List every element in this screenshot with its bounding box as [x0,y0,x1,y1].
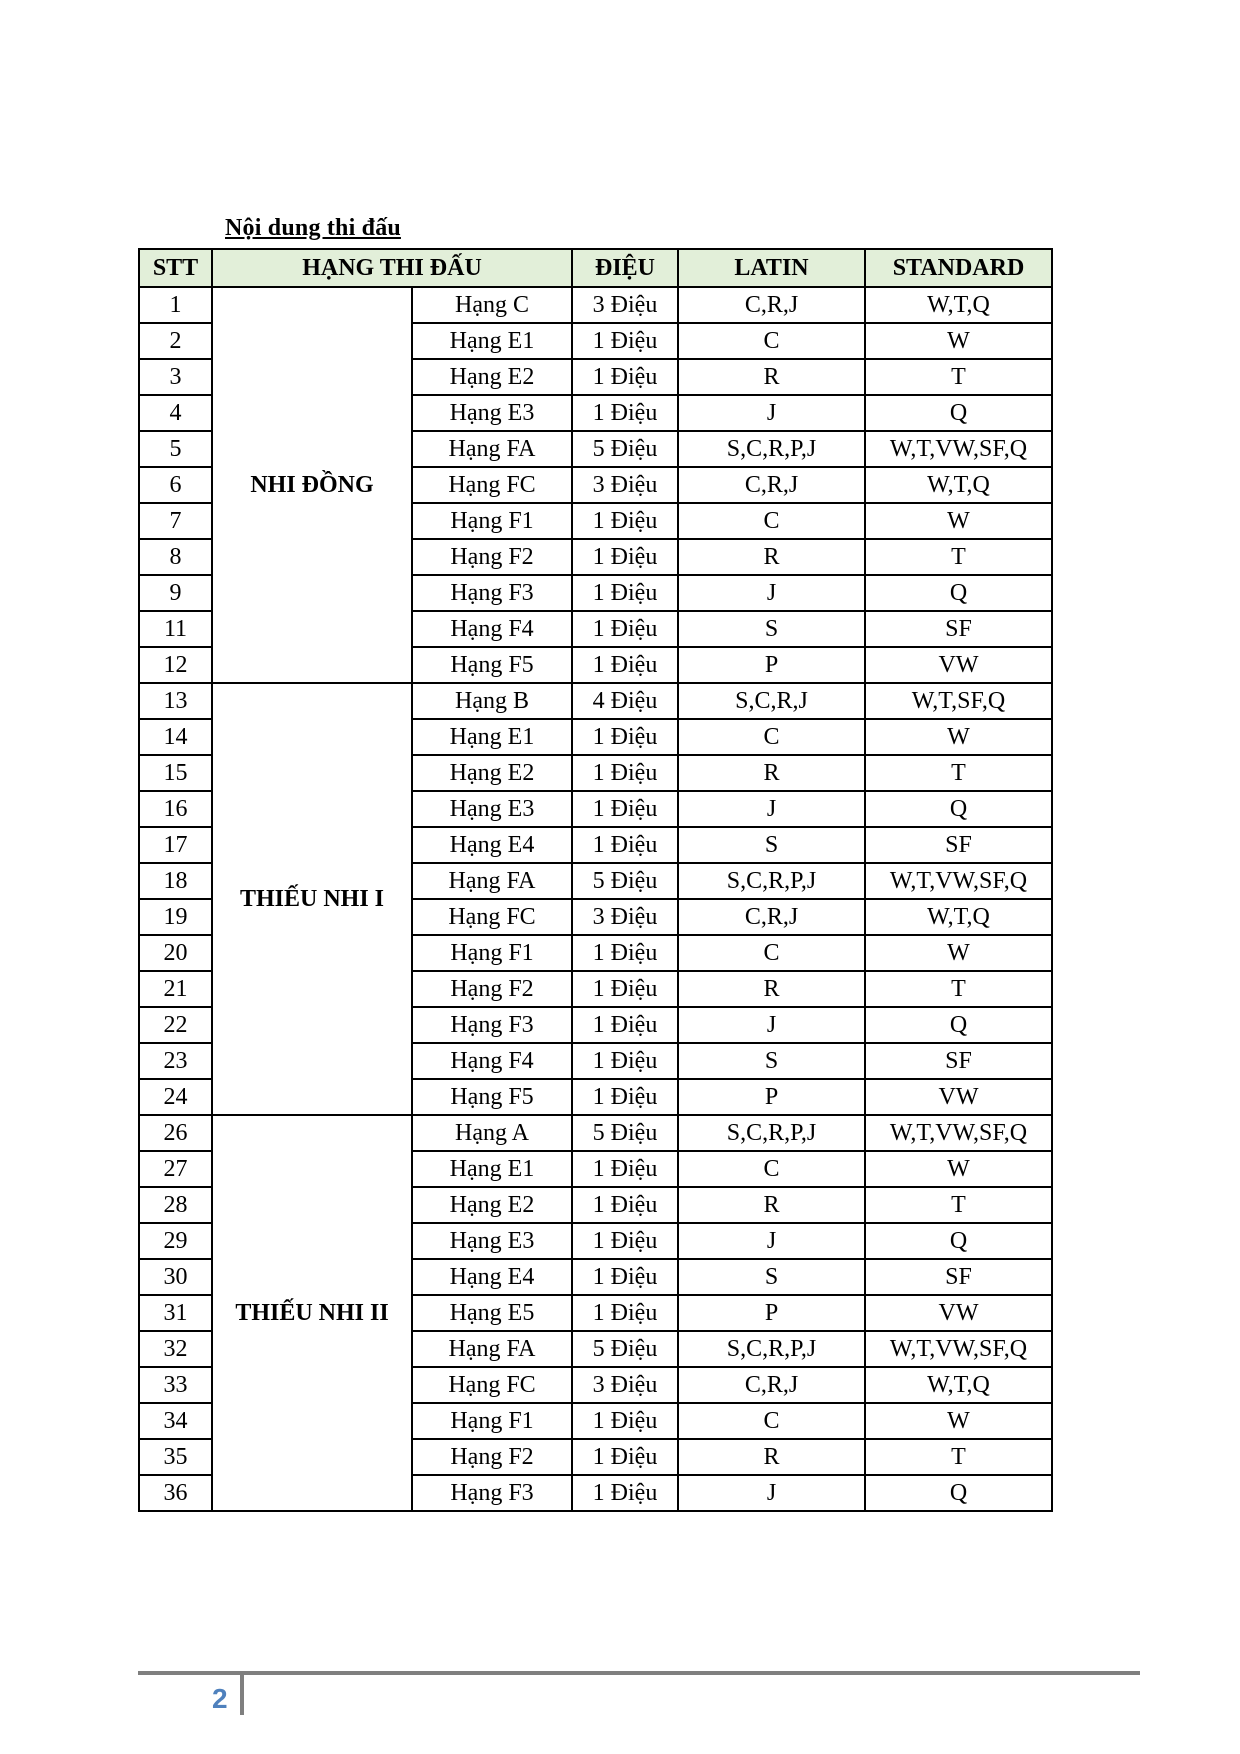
dieu-cell: 1 Điệu [572,1079,678,1115]
standard-cell: SF [865,1259,1052,1295]
standard-cell: W,T,Q [865,1367,1052,1403]
stt-cell: 19 [139,899,212,935]
latin-cell: J [678,395,865,431]
hang-cell: Hạng F1 [412,1403,572,1439]
latin-cell: C [678,719,865,755]
hang-cell: Hạng E2 [412,755,572,791]
dieu-cell: 1 Điệu [572,827,678,863]
standard-cell: T [865,755,1052,791]
latin-cell: S,C,R,P,J [678,1115,865,1151]
stt-cell: 28 [139,1187,212,1223]
dieu-cell: 1 Điệu [572,1007,678,1043]
standard-cell: T [865,971,1052,1007]
latin-cell: C,R,J [678,287,865,323]
standard-cell: VW [865,1079,1052,1115]
stt-cell: 35 [139,1439,212,1475]
hang-cell: Hạng FA [412,1331,572,1367]
latin-cell: S [678,1043,865,1079]
standard-cell: VW [865,1295,1052,1331]
dieu-cell: 1 Điệu [572,503,678,539]
standard-cell: W,T,Q [865,287,1052,323]
stt-cell: 36 [139,1475,212,1511]
hang-cell: Hạng F2 [412,971,572,1007]
latin-cell: J [678,1007,865,1043]
latin-cell: R [678,359,865,395]
dieu-cell: 3 Điệu [572,467,678,503]
stt-cell: 31 [139,1295,212,1331]
dieu-cell: 1 Điệu [572,1187,678,1223]
latin-cell: P [678,1079,865,1115]
dieu-cell: 1 Điệu [572,1403,678,1439]
standard-cell: W [865,1403,1052,1439]
standard-cell: T [865,1187,1052,1223]
dieu-cell: 1 Điệu [572,1475,678,1511]
dieu-cell: 5 Điệu [572,863,678,899]
table-header-row [139,249,1052,287]
stt-cell: 22 [139,1007,212,1043]
standard-cell: T [865,539,1052,575]
stt-cell: 17 [139,827,212,863]
hang-cell: Hạng F1 [412,935,572,971]
hang-cell: Hạng C [412,287,572,323]
hang-cell: Hạng F5 [412,647,572,683]
dieu-cell: 1 Điệu [572,719,678,755]
standard-cell: W,T,VW,SF,Q [865,863,1052,899]
latin-cell: C,R,J [678,467,865,503]
hang-cell: Hạng E1 [412,1151,572,1187]
latin-cell: J [678,791,865,827]
stt-cell: 33 [139,1367,212,1403]
standard-cell: W [865,1151,1052,1187]
header-standard: STANDARD [865,249,1052,287]
stt-cell: 6 [139,467,212,503]
standard-cell: W [865,323,1052,359]
standard-cell: SF [865,827,1052,863]
hang-cell: Hạng A [412,1115,572,1151]
standard-cell: W,T,VW,SF,Q [865,431,1052,467]
standard-cell: Q [865,1475,1052,1511]
hang-cell: Hạng FA [412,431,572,467]
standard-cell: W,T,VW,SF,Q [865,1331,1052,1367]
latin-cell: J [678,1223,865,1259]
stt-cell: 15 [139,755,212,791]
hang-cell: Hạng F4 [412,1043,572,1079]
standard-cell: W,T,Q [865,467,1052,503]
latin-cell: P [678,647,865,683]
hang-cell: Hạng B [412,683,572,719]
dieu-cell: 1 Điệu [572,575,678,611]
group-name-cell: NHI ĐỒNG [212,287,412,683]
hang-cell: Hạng E4 [412,1259,572,1295]
hang-cell: Hạng F4 [412,611,572,647]
dieu-cell: 1 Điệu [572,323,678,359]
latin-cell: J [678,575,865,611]
dieu-cell: 3 Điệu [572,287,678,323]
stt-cell: 2 [139,323,212,359]
standard-cell: W [865,719,1052,755]
standard-cell: SF [865,1043,1052,1079]
stt-cell: 16 [139,791,212,827]
stt-cell: 32 [139,1331,212,1367]
stt-cell: 34 [139,1403,212,1439]
dieu-cell: 1 Điệu [572,791,678,827]
dieu-cell: 5 Điệu [572,1115,678,1151]
stt-cell: 1 [139,287,212,323]
dieu-cell: 5 Điệu [572,431,678,467]
standard-cell: W,T,VW,SF,Q [865,1115,1052,1151]
latin-cell: S,C,R,P,J [678,431,865,467]
hang-cell: Hạng E3 [412,395,572,431]
section-title: Nội dung thi đấu [225,215,401,241]
latin-cell: S [678,611,865,647]
hang-cell: Hạng FC [412,467,572,503]
latin-cell: R [678,539,865,575]
dieu-cell: 1 Điệu [572,1259,678,1295]
latin-cell: C [678,935,865,971]
dieu-cell: 5 Điệu [572,1331,678,1367]
latin-cell: S,C,R,P,J [678,863,865,899]
latin-cell: S,C,R,J [678,683,865,719]
latin-cell: R [678,755,865,791]
dieu-cell: 1 Điệu [572,1043,678,1079]
stt-cell: 8 [139,539,212,575]
latin-cell: R [678,971,865,1007]
dieu-cell: 1 Điệu [572,1151,678,1187]
page-number: 2 [212,1683,228,1714]
stt-cell: 3 [139,359,212,395]
dieu-cell: 1 Điệu [572,611,678,647]
hang-cell: Hạng F2 [412,539,572,575]
standard-cell: T [865,359,1052,395]
dieu-cell: 1 Điệu [572,539,678,575]
latin-cell: C [678,1403,865,1439]
dieu-cell: 1 Điệu [572,755,678,791]
table-row [139,287,1052,323]
dieu-cell: 1 Điệu [572,1223,678,1259]
standard-cell: W [865,935,1052,971]
footer-rule [138,1671,1140,1675]
standard-cell: Q [865,575,1052,611]
hang-cell: Hạng E4 [412,827,572,863]
hang-cell: Hạng E2 [412,359,572,395]
competition-table [138,248,1053,1512]
dieu-cell: 1 Điệu [572,359,678,395]
standard-cell: VW [865,647,1052,683]
latin-cell: S,C,R,P,J [678,1331,865,1367]
latin-cell: R [678,1439,865,1475]
hang-cell: Hạng E3 [412,791,572,827]
dieu-cell: 1 Điệu [572,1439,678,1475]
standard-cell: Q [865,395,1052,431]
dieu-cell: 1 Điệu [572,1295,678,1331]
stt-cell: 27 [139,1151,212,1187]
latin-cell: C [678,1151,865,1187]
dieu-cell: 4 Điệu [572,683,678,719]
stt-cell: 12 [139,647,212,683]
latin-cell: S [678,827,865,863]
standard-cell: W,T,SF,Q [865,683,1052,719]
hang-cell: Hạng F2 [412,1439,572,1475]
hang-cell: Hạng E2 [412,1187,572,1223]
stt-cell: 11 [139,611,212,647]
latin-cell: C [678,323,865,359]
stt-cell: 13 [139,683,212,719]
stt-cell: 7 [139,503,212,539]
hang-cell: Hạng FA [412,863,572,899]
standard-cell: W,T,Q [865,899,1052,935]
table-row [139,683,1052,719]
latin-cell: C,R,J [678,899,865,935]
standard-cell: Q [865,1007,1052,1043]
table-body [139,287,1052,1511]
stt-cell: 9 [139,575,212,611]
group-name-cell: THIẾU NHI I [212,683,412,1115]
hang-cell: Hạng F5 [412,1079,572,1115]
standard-cell: Q [865,791,1052,827]
stt-cell: 30 [139,1259,212,1295]
hang-cell: Hạng F3 [412,575,572,611]
latin-cell: J [678,1475,865,1511]
standard-cell: SF [865,611,1052,647]
table-row [139,1115,1052,1151]
stt-cell: 23 [139,1043,212,1079]
latin-cell: C [678,503,865,539]
latin-cell: C,R,J [678,1367,865,1403]
hang-cell: Hạng F3 [412,1475,572,1511]
dieu-cell: 1 Điệu [572,935,678,971]
stt-cell: 18 [139,863,212,899]
hang-cell: Hạng F1 [412,503,572,539]
header-latin: LATIN [678,249,865,287]
stt-cell: 21 [139,971,212,1007]
stt-cell: 29 [139,1223,212,1259]
stt-cell: 4 [139,395,212,431]
dieu-cell: 3 Điệu [572,899,678,935]
header-hang: HẠNG THI ĐẤU [212,249,572,287]
header-dieu: ĐIỆU [572,249,678,287]
group-name-cell: THIẾU NHI II [212,1115,412,1511]
dieu-cell: 1 Điệu [572,647,678,683]
latin-cell: R [678,1187,865,1223]
dieu-cell: 1 Điệu [572,395,678,431]
hang-cell: Hạng FC [412,1367,572,1403]
standard-cell: W [865,503,1052,539]
stt-cell: 5 [139,431,212,467]
latin-cell: S [678,1259,865,1295]
hang-cell: Hạng E3 [412,1223,572,1259]
stt-cell: 14 [139,719,212,755]
dieu-cell: 3 Điệu [572,1367,678,1403]
latin-cell: P [678,1295,865,1331]
hang-cell: Hạng E5 [412,1295,572,1331]
stt-cell: 26 [139,1115,212,1151]
header-stt: STT [139,249,212,287]
dieu-cell: 1 Điệu [572,971,678,1007]
standard-cell: Q [865,1223,1052,1259]
stt-cell: 24 [139,1079,212,1115]
hang-cell: Hạng FC [412,899,572,935]
stt-cell: 20 [139,935,212,971]
hang-cell: Hạng F3 [412,1007,572,1043]
standard-cell: T [865,1439,1052,1475]
hang-cell: Hạng E1 [412,323,572,359]
footer-divider [240,1675,244,1715]
hang-cell: Hạng E1 [412,719,572,755]
